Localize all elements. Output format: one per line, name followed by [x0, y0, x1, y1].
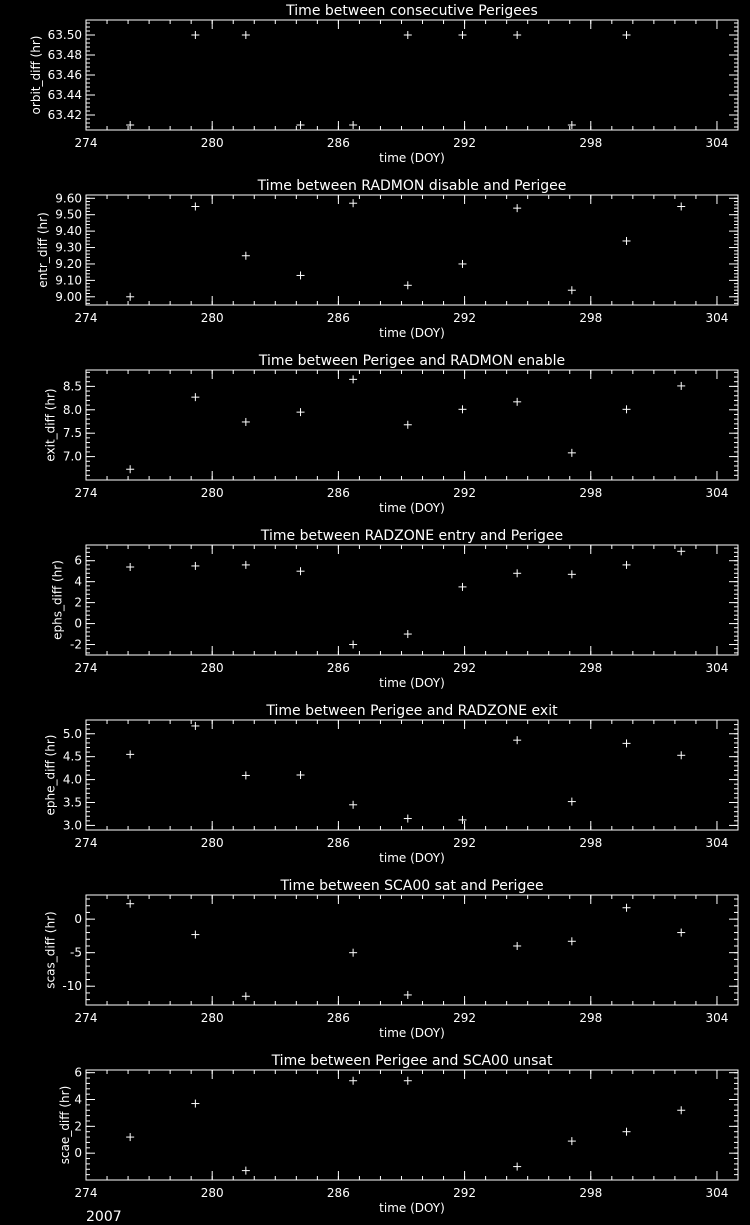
y-tick-label: 3.0	[62, 818, 82, 833]
data-point	[404, 31, 412, 39]
y-tick-label: 63.48	[47, 48, 82, 62]
data-point	[349, 801, 357, 809]
data-point	[191, 931, 199, 939]
y-tick-label: 0	[74, 616, 82, 631]
y-tick-label: 4.0	[62, 772, 82, 787]
data-point	[404, 630, 412, 638]
y-tick-label: 63.42	[47, 108, 82, 122]
data-point	[458, 816, 466, 824]
x-tick-label: 304	[705, 311, 729, 325]
y-tick-label: 5.0	[62, 726, 82, 741]
data-point	[404, 991, 412, 999]
data-point	[126, 293, 134, 301]
y-axis-label: orbit_diff (hr)	[29, 35, 43, 115]
chart-title: Time between consecutive Perigees	[286, 3, 538, 19]
data-point	[568, 798, 576, 806]
y-tick-label: 6	[74, 553, 82, 568]
x-tick-label: 298	[579, 1186, 603, 1200]
x-tick-label: 298	[579, 486, 603, 500]
data-point	[242, 418, 250, 426]
data-point	[126, 563, 134, 571]
plot-frame	[86, 895, 738, 1005]
data-point	[513, 31, 521, 39]
data-point	[513, 942, 521, 950]
data-point	[568, 286, 576, 294]
data-point	[458, 260, 466, 268]
data-point	[513, 204, 521, 212]
y-axis-label: scas_diff (hr)	[43, 911, 58, 989]
x-tick-label: 274	[74, 1186, 98, 1200]
plot-frame	[86, 1070, 738, 1180]
x-axis-label: time (DOY)	[379, 1026, 445, 1040]
x-tick-label: 286	[326, 661, 350, 675]
chart-title: Time between Perigee and SCA00 unsat	[271, 1053, 553, 1069]
x-tick-label: 274	[74, 661, 98, 675]
x-tick-label: 286	[326, 836, 350, 850]
data-point	[568, 570, 576, 578]
data-point	[677, 1106, 685, 1114]
y-tick-label: 9.20	[55, 256, 82, 271]
data-point	[568, 937, 576, 945]
y-tick-label: 2	[74, 595, 82, 610]
y-tick-label: 0	[74, 912, 82, 927]
y-tick-label: 63.50	[47, 28, 82, 42]
chart-title: Time between SCA00 sat and Perigee	[280, 878, 544, 894]
chart-title: Time between RADMON disable and Perigee	[257, 178, 567, 194]
data-point	[297, 567, 305, 575]
x-tick-label: 280	[200, 486, 224, 500]
y-tick-label: 9.40	[55, 224, 82, 239]
x-tick-label: 304	[705, 136, 729, 150]
x-tick-label: 304	[705, 1011, 729, 1025]
data-point	[623, 405, 631, 413]
chart-title: Time between Perigee and RADMON enable	[258, 353, 566, 369]
x-tick-label: 298	[579, 1011, 603, 1025]
chart-title: Time between RADZONE entry and Perigee	[260, 528, 564, 544]
data-point	[458, 583, 466, 591]
data-point	[126, 465, 134, 473]
data-point	[126, 121, 134, 129]
y-tick-label: 8.0	[62, 402, 82, 417]
y-tick-label: 7.5	[62, 426, 82, 441]
x-tick-label: 292	[453, 1011, 477, 1025]
x-axis-label: time (DOY)	[379, 1201, 445, 1215]
x-axis-label: time (DOY)	[379, 676, 445, 690]
y-tick-label: -5	[70, 945, 82, 960]
data-point	[677, 382, 685, 390]
x-tick-label: 286	[326, 1011, 350, 1025]
x-axis-label: time (DOY)	[379, 151, 445, 165]
data-point	[242, 1167, 250, 1175]
y-tick-label: 4	[74, 574, 82, 589]
x-tick-label: 280	[200, 311, 224, 325]
x-tick-label: 280	[200, 661, 224, 675]
data-point	[677, 751, 685, 759]
data-point	[568, 1137, 576, 1145]
plot-frame	[86, 20, 738, 130]
data-point	[458, 31, 466, 39]
data-point	[126, 900, 134, 908]
y-tick-label: 4.5	[62, 749, 82, 764]
y-axis-label: ephe_diff (hr)	[43, 734, 58, 816]
y-tick-label: 9.30	[55, 240, 82, 255]
x-tick-label: 298	[579, 661, 603, 675]
data-point	[349, 1077, 357, 1085]
data-point	[513, 569, 521, 577]
x-tick-label: 292	[453, 661, 477, 675]
data-point	[242, 771, 250, 779]
x-tick-label: 274	[74, 486, 98, 500]
chart-title: Time between Perigee and RADZONE exit	[266, 703, 558, 719]
y-tick-label: 2	[74, 1119, 82, 1134]
x-tick-label: 292	[453, 486, 477, 500]
data-point	[242, 992, 250, 1000]
x-tick-label: 298	[579, 136, 603, 150]
y-tick-label: 9.60	[55, 191, 82, 206]
y-axis-label: exit_diff (hr)	[43, 388, 58, 462]
data-point	[191, 722, 199, 730]
x-tick-label: 274	[74, 1011, 98, 1025]
data-point	[191, 1100, 199, 1108]
y-tick-label: 7.0	[62, 449, 82, 464]
x-tick-label: 298	[579, 836, 603, 850]
x-tick-label: 292	[453, 836, 477, 850]
x-tick-label: 274	[74, 136, 98, 150]
data-point	[458, 405, 466, 413]
x-tick-label: 280	[200, 1011, 224, 1025]
plot-frame	[86, 195, 738, 305]
data-point	[242, 561, 250, 569]
data-point	[568, 121, 576, 129]
plot-frame	[86, 720, 738, 830]
plot-frame	[86, 545, 738, 655]
y-tick-label: 9.50	[55, 207, 82, 222]
data-point	[191, 562, 199, 570]
data-point	[623, 739, 631, 747]
x-tick-label: 286	[326, 486, 350, 500]
data-point	[297, 408, 305, 416]
data-point	[513, 736, 521, 744]
y-tick-label: 6	[74, 1065, 82, 1080]
data-point	[349, 199, 357, 207]
y-tick-label: 4	[74, 1092, 82, 1107]
x-tick-label: 274	[74, 836, 98, 850]
data-point	[623, 31, 631, 39]
data-point	[677, 547, 685, 555]
data-point	[349, 641, 357, 649]
data-point	[623, 1128, 631, 1136]
y-axis-label: ephs_diff (hr)	[50, 560, 65, 640]
data-point	[297, 271, 305, 279]
data-point	[126, 1133, 134, 1141]
data-point	[297, 771, 305, 779]
data-point	[349, 121, 357, 129]
data-point	[404, 281, 412, 289]
data-point	[191, 202, 199, 210]
data-point	[623, 561, 631, 569]
x-axis-label: time (DOY)	[379, 501, 445, 515]
data-point	[242, 31, 250, 39]
y-tick-label: 3.5	[62, 795, 82, 810]
x-tick-label: 280	[200, 136, 224, 150]
x-tick-label: 304	[705, 486, 729, 500]
y-tick-label: -2	[70, 637, 82, 652]
data-point	[513, 1163, 521, 1171]
x-axis-label: time (DOY)	[379, 851, 445, 865]
y-tick-label: -10	[62, 979, 82, 994]
data-point	[349, 949, 357, 957]
x-tick-label: 286	[326, 1186, 350, 1200]
x-tick-label: 298	[579, 311, 603, 325]
y-tick-label: 9.00	[55, 289, 82, 304]
x-tick-label: 292	[453, 1186, 477, 1200]
x-tick-label: 304	[705, 1186, 729, 1200]
data-point	[404, 1077, 412, 1085]
x-tick-label: 286	[326, 136, 350, 150]
year-label: 2007	[86, 1209, 122, 1225]
data-point	[242, 252, 250, 260]
data-point	[677, 929, 685, 937]
data-point	[677, 202, 685, 210]
data-point	[513, 398, 521, 406]
y-axis-label: scae_diff (hr)	[57, 1085, 72, 1165]
x-tick-label: 274	[74, 311, 98, 325]
data-point	[126, 750, 134, 758]
x-tick-label: 280	[200, 1186, 224, 1200]
y-tick-label: 63.46	[47, 68, 82, 82]
data-point	[623, 904, 631, 912]
data-point	[404, 421, 412, 429]
plot-frame	[86, 370, 738, 480]
x-axis-label: time (DOY)	[379, 326, 445, 340]
data-point	[191, 31, 199, 39]
y-axis-label: entr_diff (hr)	[36, 212, 51, 288]
data-point	[568, 449, 576, 457]
x-tick-label: 286	[326, 311, 350, 325]
x-tick-label: 304	[705, 836, 729, 850]
data-point	[349, 375, 357, 383]
data-point	[191, 393, 199, 401]
x-tick-label: 292	[453, 311, 477, 325]
x-tick-label: 280	[200, 836, 224, 850]
data-point	[297, 121, 305, 129]
x-tick-label: 304	[705, 661, 729, 675]
data-point	[623, 237, 631, 245]
y-tick-label: 0	[74, 1146, 82, 1161]
data-point	[404, 815, 412, 823]
y-tick-label: 63.44	[47, 88, 82, 102]
y-tick-label: 9.10	[55, 273, 82, 288]
x-tick-label: 292	[453, 136, 477, 150]
y-tick-label: 8.5	[62, 379, 82, 394]
